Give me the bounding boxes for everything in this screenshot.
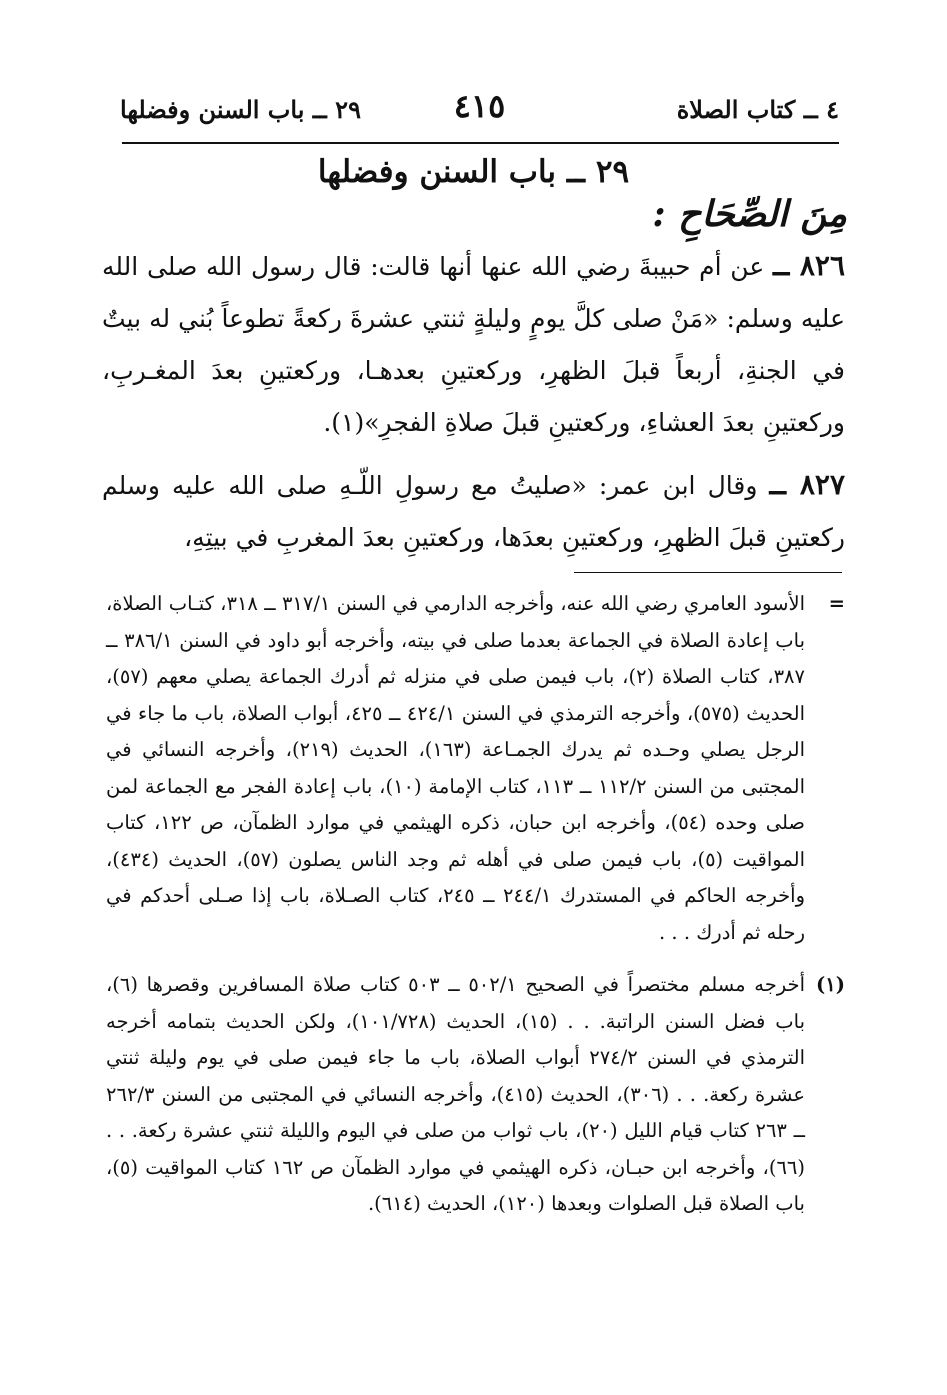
header-book-title: ٤ ــ كتاب الصلاة: [676, 95, 839, 124]
hadith-text: عن أم حبيبةَ رضي الله عنها أنها قالت: قال رسول الله صلى الله عليه وسلم: «مَنْ صلى كلَّ يومٍ وليلةٍ ثنتي عشرةَ ركعةً تطوعاً بُني له بيتٌ في الجنةِ، أربعاً قبلَ الظهرِ، وركعتينِ بعدهـا، وركعتينِ بعدَ المغـربِ، وركعتينِ بعدَ العشاءِ، وركعتينِ قبلَ صلاةِ الفجرِ»(١).: [102, 252, 845, 437]
hadith-paragraph: [102, 459, 845, 564]
header-chapter-title: ٢٩ ــ باب السنن وفضلها: [120, 95, 361, 124]
hadith-number: ٨٢٧ ــ: [769, 468, 845, 501]
hadith-number: ٨٢٦ ــ: [772, 249, 845, 282]
page-number: ٤١٥: [453, 87, 506, 125]
footnotes: [106, 586, 845, 1239]
footnote-divider: [574, 572, 842, 573]
footnote-text: أخرجه مسلم مختصراً في الصحيح ٥٠٢/١ ــ ٥٠٣ كتاب صلاة المسافرين وقصرها (٦)، باب فضل السنن الراتبة. . . (١٥)، الحديث (١٠١/٧٢٨)، ولكن الحديث بتمامه أخرجه الترمذي في السنن ٢٧٤/٢ أبواب الصلاة، باب ما جاء فيمن صلى في يوم وليلة ثنتي عشرة ركعة. . . (٣٠٦)، الحديث (٤١٥)، وأخرجه النسائي في المجتبى من السنن ٢٦٢/٣ ــ ٢٦٣ كتاب قيام الليل (٢٠)، باب ثواب من صلى في اليوم والليلة ثنتي عشرة ركعة. . . (٦٦)، وأخرجه ابن حبـان، ذكره الهيثمي في موارد الظمآن ص ١٦٢ كتاب المواقيت (٥)، باب الصلاة قبل الصلوات وبعدها (١٢٠)، الحديث (٦١٤).: [106, 973, 806, 1215]
hadith-paragraph: [102, 240, 845, 449]
footnote-marker: (١): [816, 973, 845, 996]
main-text: [102, 240, 845, 574]
footnote-text: الأسود العامري رضي الله عنه، وأخرجه الدارمي في السنن ٣١٧/١ ــ ٣١٨، كتـاب الصلاة، باب إعادة الصلاة في الجماعة بعدما صلى في بيته، وأخرجه أبو داود في السنن ٣٨٦/١ ــ ٣٨٧، كتاب الصلاة (٢)، باب فيمن صلى في منزله ثم أدرك الجماعة يصلي معهم (٥٧)، الحديث (٥٧٥)، وأخرجه الترمذي في السنن ٤٢٤/١ ــ ٤٢٥، أبواب الصلاة، باب ما جاء في الرجل يصلي وحـده ثم يدرك الجمـاعة (١٦٣)، الحديث (٢١٩)، وأخرجه النسائي في المجتبى من السنن ١١٢/٢ ــ ١١٣، كتاب الإمامة (١٠)، باب إعادة الفجر مع الجماعة لمن صلى وحده (٥٤)، وأخرجه ابن حبان، ذكره الهيثمي في موارد الظمآن، ص ١٢٢، كتاب المواقيت (٥)، باب فيمن صلى في أهله ثم وجد الناس يصلون (٥٧)، الحديث (٤٣٤)، وأخرجه الحاكم في المستدرك ٢٤٤/١ ــ ٢٤٥، كتاب الصـلاة، باب إذا صـلى أحدكم في رحله ثم أدرك . . .: [106, 592, 806, 944]
chapter-title: ٢٩ ــ باب السنن وفضلها: [317, 154, 630, 190]
footnote-1: [106, 967, 845, 1223]
running-header: [120, 88, 839, 132]
footnote-continuation: [106, 586, 845, 951]
hadith-text: وقال ابن عمر: «صليتُ مع رسولِ اللّـهِ صلى الله عليه وسلم ركعتينِ قبلَ الظهرِ، وركعتينِ بعدَها، وركعتينِ بعدَ المغربِ في بيتِهِ،: [102, 471, 845, 552]
section-label: مِنَ الصِّحَاحِ :: [652, 193, 847, 235]
footnote-marker: =: [828, 592, 845, 615]
header-divider: [122, 142, 839, 144]
